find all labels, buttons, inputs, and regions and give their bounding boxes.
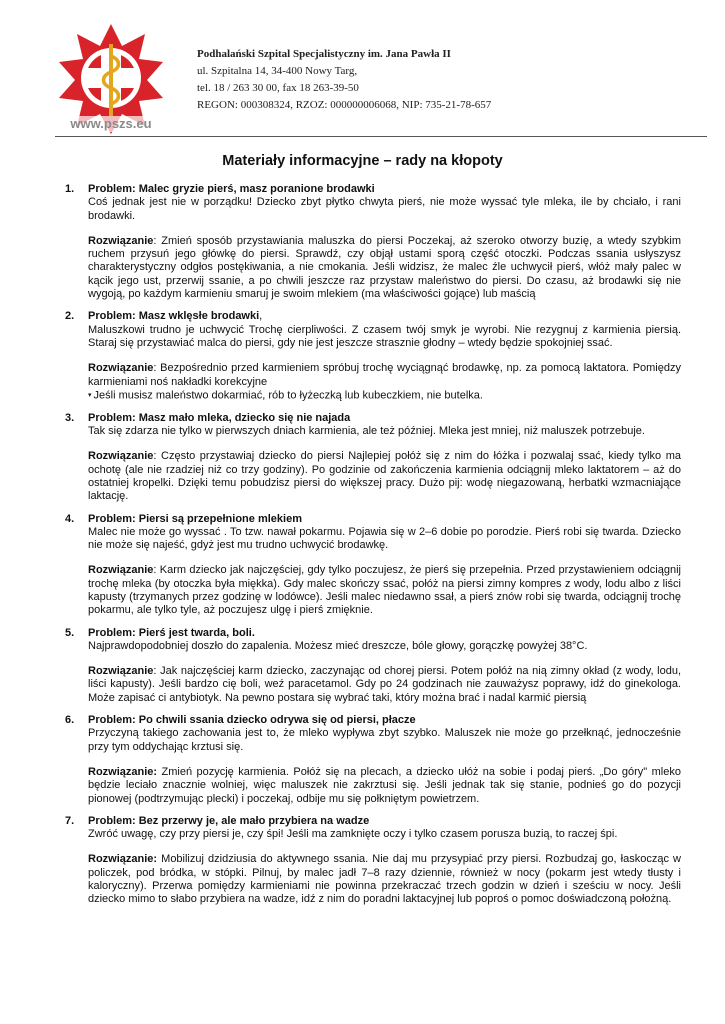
solution-paragraph: [88, 665, 681, 705]
problem-description: Maluszkowi trudno je uchwycić Trochę cierpliwości. Z czasem twój smyk je wyrobi. Nie rezygnuj z karmienia piersią. Staraj się przystawiać malca do piersi, gdy nie jest jeszcze strasznie głodny – wtedy będzie spokojniej ssać.: [88, 323, 681, 349]
solution-paragraph: [88, 766, 681, 806]
note-line: [88, 389, 681, 403]
problem-line: [88, 310, 681, 323]
list-item: [65, 815, 681, 907]
problem-description: Przyczyną takiego zachowania jest to, że mleko wypływa zbyt szybko. Maluszek nie może go przełknąć, jednocześnie przy tym oddychając krztusi się.: [88, 727, 681, 753]
hospital-logo: [55, 22, 167, 134]
document-title: Materiały informacyjne – rady na kłopoty: [222, 153, 503, 169]
hospital-phone: tel. 18 / 263 30 00, fax 18 263-39-50: [197, 82, 359, 94]
item-number: 5.: [65, 626, 75, 639]
item-number: 4.: [65, 512, 75, 525]
problem-description: Najprawdopodobniej doszło do zapalenia. Możesz mieć dreszcze, bóle głowy, gorączkę powyżej 38°C.: [88, 639, 588, 652]
problem-heading: Problem: Bez przerwy je, ale mało przybiera na wadze: [88, 814, 370, 827]
solution-paragraph: [88, 362, 681, 389]
hospital-registry: REGON: 000308324, RZOZ: 000000006068, NIP: 735-21-78-657: [197, 99, 492, 111]
logo-text: www.pszs.eu: [70, 116, 152, 131]
hospital-address: ul. Szpitalna 14, 34-400 Nowy Targ,: [197, 65, 358, 77]
item-number: 7.: [65, 814, 75, 827]
problem-heading: Problem: Piersi są przepełnione mlekiem: [88, 512, 302, 525]
bullet-icon: ▾: [88, 391, 92, 399]
item-number: 1.: [65, 183, 75, 195]
solution-text: Mobilizuj dzidziusia do aktywnego ssania. Nie daj mu przysypiać przy piersi. Rozbudzaj go, łaskocząc w policzek, pod bródka, w stópki. Pilnuj, by malec jadł 7–8 razy dziennie, również w nocy (pokarm jest wtedy tłusty i kaloryczny). Przerwa pomiędzy karmieniami nie powinna przekraczać trzech godzin w dzień i sześciu w nocy. Jeśli dziecko mimo to słabo przybiera na wadze, idź z nim do poradni laktacyjnej lub poproś o pomoc doświadczoną położną.: [88, 853, 681, 906]
item-number: 6.: [65, 714, 75, 727]
solution-label: Rozwiązanie:: [88, 765, 158, 778]
hospital-info: [197, 46, 491, 114]
note-text: Jeśli musisz maleństwo dokarmiać, rób to łyżeczką lub kubeczkiem, nie butelka.: [93, 389, 483, 402]
solution-label: Rozwiązanie: [88, 564, 154, 577]
solution-label: Rozwiązanie: [88, 665, 154, 678]
list-item: [65, 412, 681, 504]
item-number: 2.: [65, 310, 75, 323]
solution-paragraph: [88, 564, 681, 617]
solution-text: : Bezpośrednio przed karmieniem spróbuj trochę wyciągnąć brodawkę, np. za pomocą laktatora. Pomiędzy karmieniami noś nakładki korekcyjne: [88, 362, 681, 388]
problem-description: Coś jednak jest nie w porządku! Dziecko zbyt płytko chwyta pierś, nie może wyssać tyle mleka, ile by chciało, i rani brodawki.: [88, 196, 681, 222]
solution-paragraph: [88, 450, 681, 503]
header-divider: [55, 136, 707, 137]
problem-heading-tail: ,: [259, 310, 263, 323]
solution-label: Rozwiązanie: [88, 234, 154, 247]
list-item: [65, 627, 681, 705]
list-item: [65, 310, 681, 402]
solution-text: Zmień pozycję karmienia. Połóż się na plecach, a dziecko ułóż na sobie i podaj pierś. „Do góry" mleko będzie leciało znacznie wolniej, więc maluszek nie zakrztusi się. Jeśli jednak tak się stanie, podnieś go do pozycji pionowej (podtrzymując plecki) i poczekaj, odbije mu się połkniętym powietrzem.: [88, 765, 681, 805]
list-item: [65, 183, 681, 301]
solution-text: : Zmień sposób przystawiania maluszka do piersi Poczekaj, aż szeroko otworzy buzię, a wtedy szybkim ruchem przysuń jego główkę do piersi. Sprawdź, czy objął ustami sporą część otoczki. Podczas ssania usłyszysz charakterystyczny odgłos postękiwania, a nie cmokania. Jeśli widzisz, że malec źle uchwycił pierś, włóż mały palec w kącik jego ust, przerwij ssanie, a po chwili jeszcze raz przystaw maleństwo do piersi. Do czasu, aż brodawki się nie wygoją, po każdym karmieniu smaruj je swoim mlekiem (ma właściwości gojące) lub maścią: [88, 234, 681, 301]
item-number: 3.: [65, 411, 75, 424]
problem-heading: Problem: Malec gryzie pierś, masz poranione brodawki: [88, 183, 375, 195]
problem-heading: Problem: Pierś jest twarda, boli.: [88, 626, 255, 639]
solution-text: : Karm dziecko jak najczęściej, gdy tylko poczujesz, że pierś się przepełnia. Przed przystawieniem odciągnij trochę mleka (by otoczka była miękka). Gdy malec skończy ssać, połóż na piersi zimny kompres z wody, lodu albo z liści kapusty (trzymanych przez godzinę w lodówce). Jeśli malec niedawno ssał, a pierś znów robi się twarda, odciągnij trochę pokarmu, ale tylko tyle, aż poczujesz ulgę i pierś zmięknie.: [88, 564, 681, 617]
solution-paragraph: [88, 853, 681, 906]
solution-paragraph: [88, 235, 681, 301]
problem-description: Zwróć uwagę, czy przy piersi je, czy śpi! Jeśli ma zamknięte oczy i tylko czasem porusza buzią, to raczej śpi.: [88, 828, 618, 841]
solution-label: Rozwiązanie: [88, 362, 154, 375]
solution-text: : Jak najczęściej karm dziecko, zaczynając od chorej piersi. Potem połóż na nią zimny okład (z wody, lodu, liści kapusty). Jeśli bardzo cię boli, weź paracetamol. Gdy po 24 godzinach nie zauważysz poprawy, idź do ginekologa. Może zapisać ci antybiotyk. Na pewno postara się wybrać taki, który można brać i nadal karmić piersią: [88, 665, 681, 704]
problem-heading: Problem: Masz wklęsłe brodawki: [88, 310, 260, 323]
problem-heading: Problem: Masz mało mleka, dziecko się nie najada: [88, 411, 351, 424]
letterhead: [0, 0, 725, 140]
hospital-name: Podhalański Szpital Specjalistyczny im. Jana Pawła II: [197, 48, 451, 60]
solution-text: : Często przystawiaj dziecko do piersi Najlepiej połóż się z nim do łóżka i pozwalaj ssać, kiedy tylko ma ochotę (ale nie rzadziej niż co trzy godziny). Po godzinie od zakończenia karmienia odciągnij mleko laktatorem – aż do ostatniej kropelki. Dzięki temu pobudzisz piersi do większej pracy. Dużo pij: wodę niegazowaną, herbatki wzmacniające laktację.: [88, 450, 681, 503]
advice-list: [65, 183, 681, 916]
list-item: [65, 714, 681, 806]
list-item: [65, 513, 681, 618]
problem-description: Malec nie może go wyssać . To tzw. nawał pokarmu. Pojawia się w 2–6 dobie po porodzie. Pierś robi się twarda. Dziecko nie może się najeść, gdyż jest mu trudno uchwycić brodawkę.: [88, 525, 681, 552]
problem-description: Tak się zdarza nie tylko w pierwszych dniach karmienia, ale też później. Mleka jest mniej, niż maluszek potrzebuje.: [88, 425, 645, 438]
problem-heading: Problem: Po chwili ssania dziecko odrywa się od piersi, płacze: [88, 714, 416, 727]
solution-label: Rozwiązanie:: [88, 853, 158, 866]
solution-label: Rozwiązanie: [88, 450, 154, 463]
